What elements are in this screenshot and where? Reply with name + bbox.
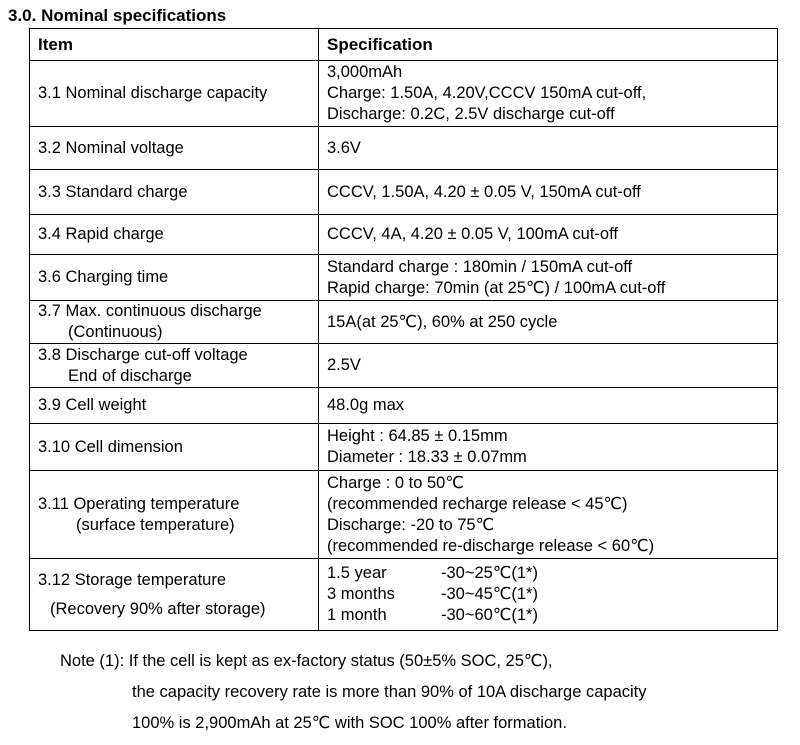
item-line: 3.8 Discharge cut-off voltage: [38, 345, 248, 364]
item-cell: [30, 344, 319, 388]
column-header-item: Item: [30, 29, 319, 61]
storage-range: -30~45℃(1*): [441, 585, 538, 603]
spec-line: Charge: 1.50A, 4.20V,CCCV 150mA cut-off,: [327, 84, 647, 102]
item-line: 3.12 Storage temperature: [38, 570, 227, 589]
section-title: 3.0. Nominal specifications: [8, 6, 227, 25]
table-row: [30, 61, 778, 127]
footnote-line: Note (1): If the cell is kept as ex-factory status (50±5% SOC, 25℃),: [60, 652, 553, 670]
spec-cell: [319, 424, 778, 471]
item-cell: [30, 471, 319, 559]
table-header-row: [30, 29, 778, 61]
storage-row: [327, 563, 769, 584]
table-row: [30, 559, 778, 631]
storage-period: 1 month: [327, 606, 387, 624]
spec-line: Height : 64.85 ± 0.15mm: [327, 427, 508, 445]
table-row: [30, 255, 778, 301]
footnote-line: 100% is 2,900mAh at 25℃ with SOC 100% after formation.: [132, 714, 567, 732]
item-cell: 3.10 Cell dimension: [30, 424, 319, 471]
item-subline: (surface temperature): [76, 515, 235, 534]
spec-line: Discharge: -20 to 75℃: [327, 515, 495, 534]
item-cell: 3.1 Nominal discharge capacity: [30, 61, 319, 127]
table-row: [30, 424, 778, 471]
table-row: [30, 344, 778, 388]
item-subline: End of discharge: [68, 366, 192, 385]
spec-cell: [319, 471, 778, 559]
table-row: [30, 471, 778, 559]
spec-cell: 15A(at 25℃), 60% at 250 cycle: [319, 301, 778, 344]
spec-cell: CCCV, 1.50A, 4.20 ± 0.05 V, 150mA cut-off: [319, 170, 778, 215]
storage-period: 1.5 year: [327, 564, 387, 582]
table-row: [30, 388, 778, 424]
spec-cell: [319, 61, 778, 127]
storage-period: 3 months: [327, 585, 395, 603]
item-cell: 3.6 Charging time: [30, 255, 319, 301]
item-cell: [30, 301, 319, 344]
spec-line: Diameter : 18.33 ± 0.07mm: [327, 448, 527, 466]
table-row: [30, 215, 778, 255]
storage-row: [327, 584, 769, 605]
footnote-line: the capacity recovery rate is more than 90% of 10A discharge capacity: [132, 683, 647, 701]
spec-line: (recommended re-discharge release < 60℃): [327, 536, 655, 555]
spec-line: Charge : 0 to 50℃: [327, 473, 464, 492]
item-cell: 3.9 Cell weight: [30, 388, 319, 424]
item-subline: (Recovery 90% after storage): [50, 599, 266, 618]
storage-range: -30~60℃(1*): [441, 606, 538, 624]
specifications-table: [29, 28, 778, 631]
storage-range: -30~25℃(1*): [441, 564, 538, 582]
spec-line: 3,000mAh: [327, 63, 403, 81]
spec-cell: 3.6V: [319, 127, 778, 170]
item-line: 3.11 Operating temperature: [38, 494, 240, 513]
spec-cell: CCCV, 4A, 4.20 ± 0.05 V, 100mA cut-off: [319, 215, 778, 255]
item-line: 3.7 Max. continuous discharge: [38, 302, 262, 320]
item-cell: [30, 559, 319, 631]
spec-line: Rapid charge: 70min (at 25℃) / 100mA cut-off: [327, 278, 666, 297]
spec-cell: 48.0g max: [319, 388, 778, 424]
item-cell: 3.3 Standard charge: [30, 170, 319, 215]
spec-cell: 2.5V: [319, 344, 778, 388]
footnote: [60, 646, 647, 739]
table-row: [30, 301, 778, 344]
item-cell: 3.2 Nominal voltage: [30, 127, 319, 170]
spec-line: (recommended recharge release < 45℃): [327, 494, 628, 513]
spec-cell: [319, 559, 778, 631]
spec-line: Standard charge : 180min / 150mA cut-off: [327, 257, 633, 276]
storage-row: [327, 605, 769, 626]
spec-cell: [319, 255, 778, 301]
item-cell: 3.4 Rapid charge: [30, 215, 319, 255]
item-subline: (Continuous): [68, 323, 163, 341]
table-row: [30, 170, 778, 215]
table-row: [30, 127, 778, 170]
spec-line: Discharge: 0.2C, 2.5V discharge cut-off: [327, 105, 615, 123]
column-header-specification: Specification: [319, 29, 778, 61]
